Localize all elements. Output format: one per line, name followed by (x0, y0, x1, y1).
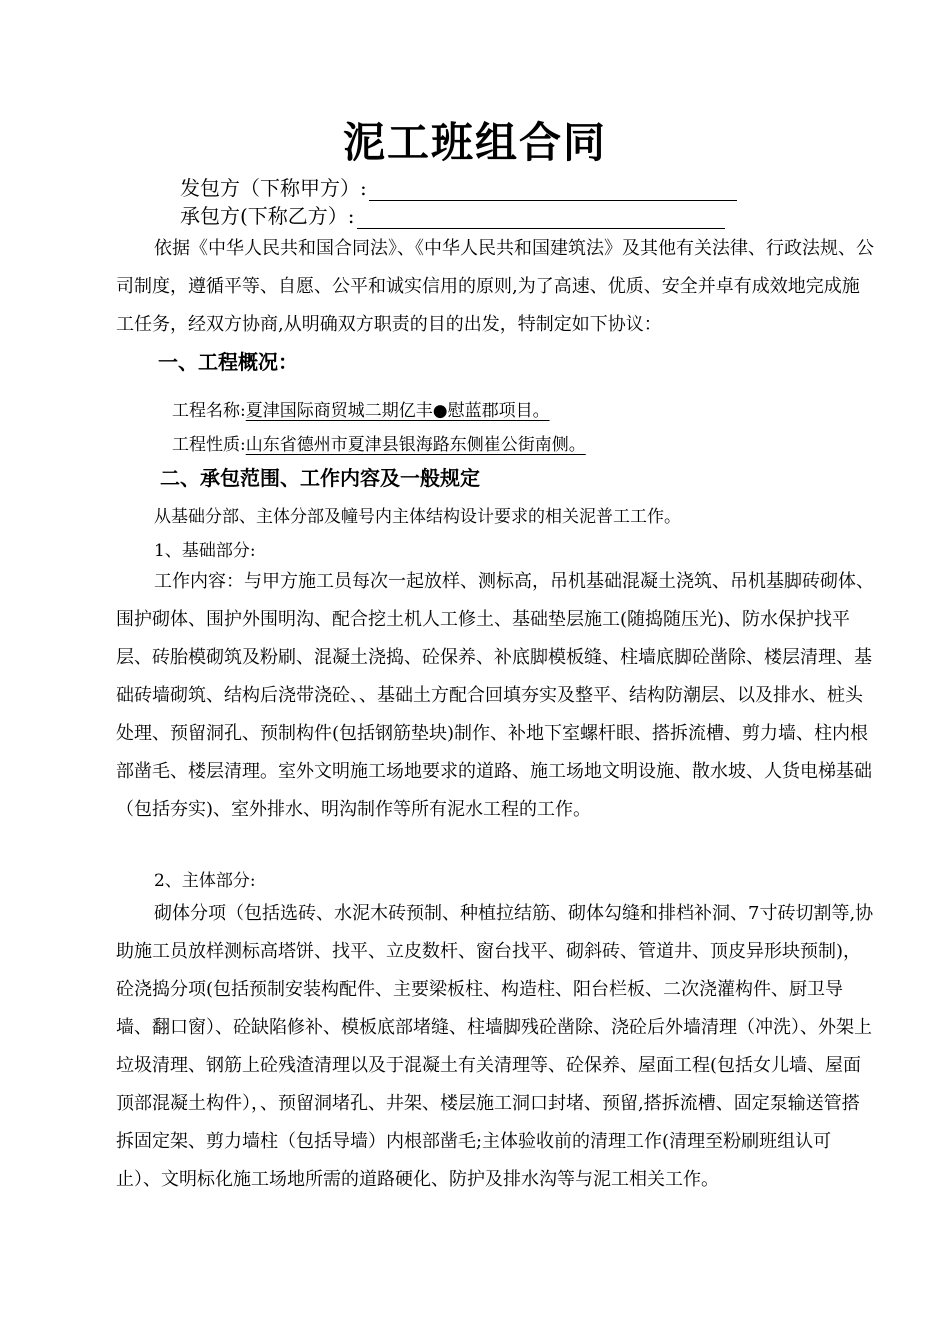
scope-text: 从基础分部、主体分部及幢号内主体结构设计要求的相关泥普工工作。 (154, 507, 681, 527)
section2-heading: 二、承包范围、工作内容及一般规定 (160, 466, 480, 490)
project-nature-label: 工程性质: (172, 435, 246, 455)
party-b-line (180, 200, 725, 229)
main-structure-paragraph: 砌体分项（包括选砖、水泥木砖预制、种植拉结筋、砌体勾缝和排档补洞、7寸砖切割等,协助施工员放样测标高塔饼、找平、立皮数杆、窗台找平、砌斜砖、管道井、顶皮异形块预制)，砼浇捣分项(包括预制安装构配件、主要梁板柱、构造柱、阳台栏板、二次浇灌构件、厨卫导墙、翻口窗）、砼缺陷修补、模板底部堵缝、柱墙脚残砼凿除、浇砼后外墙清理（冲洗）、外架上垃圾清理、钢筋上砼残渣清理以及于混凝土有关清理等、砼保养、屋面工程(包括女儿墙、屋面顶部混凝土构件），、预留洞堵孔、井架、楼层施工洞口封堵、预留,搭拆流槽、固定泵输送管搭拆固定架、剪力墙柱（包括导墙）内根部凿毛;主体验收前的清理工作(清理至粉刷班组认可止）、文明标化施工场地所需的道路硬化、防护及排水沟等与泥工相关工作。 (116, 903, 874, 1190)
project-name-label: 工程名称: (172, 401, 246, 421)
foundation-paragraph: 工作内容：与甲方施工员每次一起放样、测标高，吊机基础混凝土浇筑、吊机基脚砖砌体、围护砌体、围护外围明沟、配合挖土机人工修土、基础垫层施工(随捣随压光)、防水保护找平层、砖胎模砌筑及粉刷、混凝土浇捣、砼保养、补底脚模板缝、柱墙底脚砼凿除、楼层清理、基础砖墙砌筑、结构后浇带浇砼、、基础土方配合回填夯实及整平、结构防潮层、以及排水、桩头处理、预留洞孔、预制构件(包括钢筋垫块)制作、补地下室螺杆眼、搭拆流槽、剪力墙、柱内根部凿毛、楼层清理。室外文明施工场地要求的道路、施工场地文明设施、散水坡、人货电梯基础（包括夯实)、室外排水、明沟制作等所有泥水工程的工作。 (116, 571, 874, 820)
project-name-line (172, 396, 550, 421)
party-b-label: 承包方(下称乙方）: (180, 204, 355, 228)
project-nature-line (172, 430, 586, 455)
contract-title: 泥工班组合同 (342, 118, 607, 167)
party-b-blank[interactable] (357, 206, 725, 229)
section1-heading: 一、工程概况： (158, 350, 298, 374)
foundation-title: 1、基础部分: (154, 541, 256, 561)
party-a-line (180, 172, 737, 201)
party-a-blank[interactable] (369, 178, 737, 201)
intro-paragraph: 依据《中华人民共和国合同法》、《中华人民共和国建筑法》及其他有关法律、行政法规、公司制度，遵循平等、自愿、公平和诚实信用的原则,为了高速、优质、安全并卓有成效地完成施工任务，经双方协商,从明确双方职责的目的出发，特制定如下协议： (116, 238, 874, 335)
party-a-label: 发包方（下称甲方）: (180, 176, 367, 200)
main-structure-title: 2、主体部分: (154, 871, 256, 891)
project-name-value: 夏津国际商贸城二期亿丰●慰蓝郡项目。 (245, 401, 550, 421)
project-nature-value: 山东省德州市夏津县银海路东侧崔公街南侧。 (245, 435, 586, 455)
